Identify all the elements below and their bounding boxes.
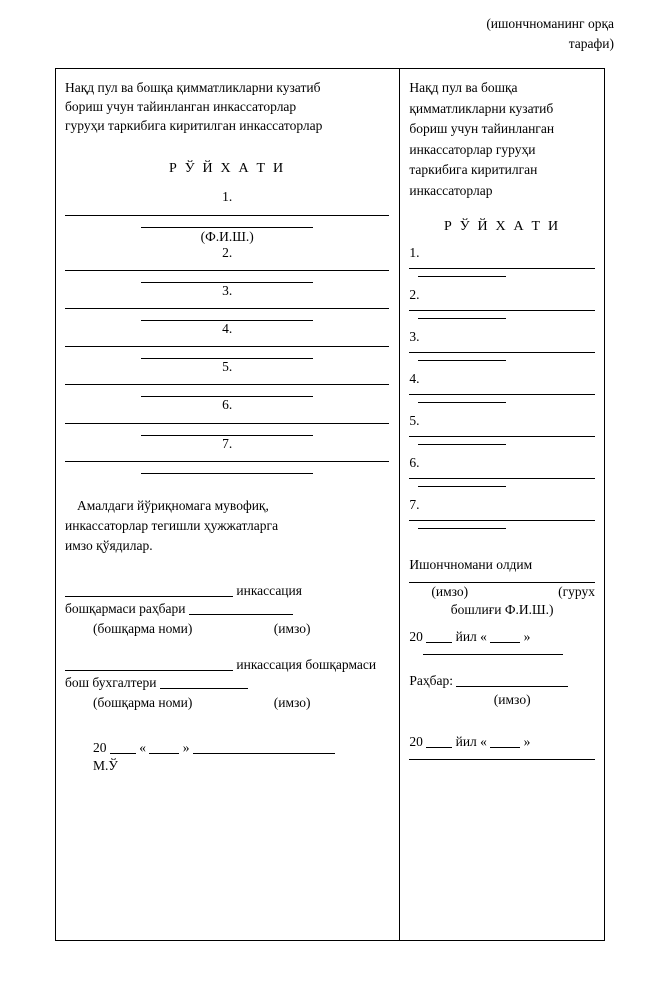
left-item-fio-line[interactable] [141,227,313,228]
right-item-fio-line[interactable] [418,360,506,361]
right-item-number: 7. [409,497,420,513]
left-date-day-input[interactable] [149,741,179,754]
right-leader-label: Раҳбар: [409,672,453,688]
left-list-item [65,359,389,397]
right-item-number: 6. [409,455,420,471]
left-sig2-org-input[interactable] [65,658,233,671]
left-item-number: 4. [222,321,233,337]
left-sig2-org-label: (бошқарма номи) [93,695,193,711]
left-fio-label: (Ф.И.Ш.) [200,228,254,244]
right-date2-year-input[interactable] [426,735,452,748]
right-item-number: 4. [409,371,420,387]
right-list-item [409,287,595,319]
right-date2-quote-close: » [523,734,531,750]
right-date1-quote-close: » [523,628,531,644]
left-list-item [65,283,389,321]
right-column [400,69,604,940]
left-sig2-labels-row [65,693,389,713]
right-item-number: 3. [409,329,420,345]
left-list-item [65,321,389,359]
left-item-number: 6. [222,397,233,413]
left-date-prefix: 20 [93,739,107,755]
left-item-write-line[interactable] [65,461,389,462]
right-group-head-label-2: бошлиғи Ф.И.Ш.) [450,602,554,618]
left-sig2-signature-input[interactable] [160,676,248,689]
left-signature-block-1 [65,583,389,599]
left-item-write-line[interactable] [65,384,389,385]
left-sig2-role: бош бухгалтери [65,675,157,691]
right-date2-year-label: йил [455,734,477,750]
left-sig1-signature-label: (имзо) [273,620,311,636]
left-signature-block-2 [65,657,389,673]
left-item-number: 2. [222,244,233,260]
left-sig1-org-input[interactable] [65,584,233,597]
right-leader-signature-label: (имзо) [493,692,531,708]
header-note [384,14,614,55]
right-intro-line-2: қимматликларни кузатиб [409,100,554,116]
right-item-fio-line[interactable] [418,444,506,445]
right-item-fio-line[interactable] [418,318,506,319]
left-sig2-suffix: инкассация бошқармаси [236,657,377,673]
left-item-number: 5. [222,359,233,375]
right-signature-label: (имзо) [431,584,469,600]
right-item-write-line[interactable] [409,394,595,395]
right-item-fio-line[interactable] [418,528,506,529]
right-date1-prefix: 20 [409,628,423,644]
left-seal-label: М.Ў [93,757,118,773]
right-date1-month-line[interactable] [423,654,563,655]
left-sig2-role-row [65,673,389,693]
right-item-write-line[interactable] [409,436,595,437]
right-list-item [409,245,595,277]
left-item-number: 7. [222,435,233,451]
right-item-fio-line[interactable] [418,276,506,277]
right-item-fio-line[interactable] [418,402,506,403]
right-item-number: 1. [409,245,420,261]
left-date-year-input[interactable] [110,741,136,754]
right-date-row-1 [409,627,595,647]
left-intro-line-2: бориш учун тайинланган инкассаторлар [65,99,297,115]
right-intro-line-3: бориш учун тайинланган [409,121,555,137]
right-date2-quote-open: « [480,734,487,750]
right-intro-line-5: таркибига киритилган [409,162,538,178]
left-sig1-signature-input[interactable] [189,602,293,615]
left-date-row [65,738,389,758]
left-column [56,69,400,940]
right-list-item [409,413,595,445]
left-item-write-line[interactable] [65,270,389,271]
right-item-write-line[interactable] [409,268,595,269]
right-item-fio-line[interactable] [418,486,506,487]
left-date-quote-close: » [182,739,190,755]
left-item-write-line[interactable] [65,215,389,216]
left-intro [65,78,389,135]
right-date1-quote-open: « [480,628,487,644]
right-list-item [409,455,595,487]
right-date1-year-label: йил [455,628,477,644]
left-sig1-role: бошқармаси раҳбари [65,600,186,616]
left-sig2-signature-label: (имзо) [273,695,311,711]
right-intro [409,78,595,201]
right-date-row-2 [409,732,595,752]
left-item-fio-line[interactable] [141,473,313,474]
left-intro-line-1: Нақд пул ва бошқа қимматликларни кузатиб [65,80,321,95]
right-item-write-line[interactable] [409,478,595,479]
left-item-number: 1. [222,189,233,205]
left-item-number: 3. [222,282,233,298]
right-date2-month-line[interactable] [409,759,595,760]
left-date-month-input[interactable] [193,741,335,754]
right-item-write-line[interactable] [409,352,595,353]
right-intro-line-4: инкассаторлар гуруҳи [409,141,536,157]
left-list-item [65,245,389,283]
left-note-line-3: имзо қўядилар. [65,538,153,554]
right-item-number: 2. [409,287,420,303]
left-title: Р Ў Й Х А Т И [169,161,286,177]
right-title: Р Ў Й Х А Т И [444,219,561,235]
right-list-item [409,497,595,529]
right-item-write-line[interactable] [409,310,595,311]
right-received-signature-line[interactable] [409,582,595,583]
right-date2-prefix: 20 [409,734,423,750]
right-group-head-label-1: (гурух [558,584,595,600]
right-item-write-line[interactable] [409,520,595,521]
left-item-write-line[interactable] [65,308,389,309]
right-received-label: Ишончномани олдим [409,557,533,573]
left-list-item [65,436,389,474]
form-table [55,68,605,941]
left-instruction-note [65,496,389,557]
right-date1-day-input[interactable] [490,630,520,643]
left-intro-line-3: гуруҳи таркибига киритилган инкассаторлар [65,118,323,134]
left-sig1-labels-row [65,619,389,639]
left-list-item [65,397,389,435]
left-item-write-line[interactable] [65,423,389,424]
left-sig1-suffix: инкассация [236,582,302,598]
right-item-number: 5. [409,413,420,429]
left-note-line-1: Амалдаги йўриқномага мувофиқ, [77,497,269,513]
left-note-line-2: инкассаторлар тегишли ҳужжатларга [65,518,279,534]
header-note-line-2: тарафи) [568,36,614,52]
left-sig1-org-label: (бошқарма номи) [93,620,193,636]
right-list-item [409,371,595,403]
left-sig1-role-row [65,599,389,619]
left-list-item [65,189,389,244]
right-leader-signature-input[interactable] [456,674,568,687]
left-date-quote-open: « [139,739,146,755]
right-date2-day-input[interactable] [490,735,520,748]
right-signature-labels-row [409,584,595,600]
header-note-line-1: (ишончноманинг орқа [486,16,614,31]
left-seal-row [65,758,389,774]
right-intro-line-1: Нақд пул ва бошқа [409,80,518,95]
right-intro-line-6: инкассаторлар [409,182,493,198]
right-list-item [409,329,595,361]
right-leader-row [409,671,595,691]
right-date1-year-input[interactable] [426,630,452,643]
left-item-write-line[interactable] [65,346,389,347]
